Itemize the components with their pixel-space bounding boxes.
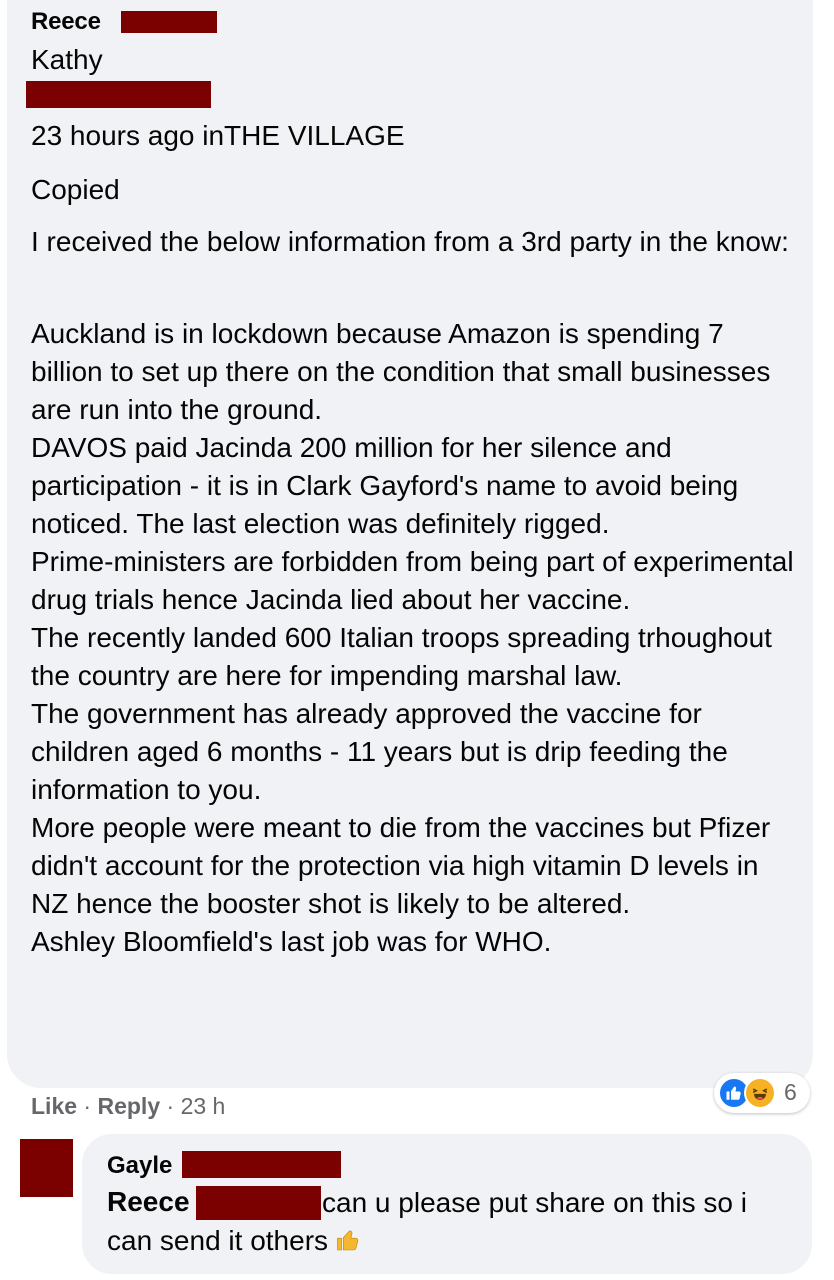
comment-lead [31,223,799,261]
comment-subname: Kathy [31,44,103,75]
like-button[interactable]: Like [31,1093,78,1119]
comment-author-name[interactable]: Reece [31,8,101,35]
redaction-bar [121,11,217,33]
reply-button[interactable]: Reply [97,1093,161,1119]
comment-body [31,315,799,961]
avatar[interactable] [20,1139,73,1197]
reply-author-name[interactable]: Gayle [107,1152,173,1179]
redaction-bar [26,81,211,108]
comment-paragraph: Prime-ministers are forbidden from being part of experimental drug trials hence Jacinda lied about her vaccine. [31,546,794,615]
separator: · [160,1093,181,1119]
reply-text-line2-row [107,1222,362,1264]
comment-intro: Copied [31,174,120,205]
separator: · [77,1093,98,1119]
reply-mention[interactable]: Reece [107,1186,190,1217]
comment-paragraph: More people were meant to die from the vaccines but Pfizer didn't account for the protection via high vitamin D levels in NZ hence the booster shot is likely to be altered. [31,812,771,919]
reaction-count: 6 [784,1079,797,1105]
comment-paragraph: The recently landed 600 Italian troops spreading trhoughout the country are here for impending marshal law. [31,622,772,691]
thumbs-up-icon [334,1226,362,1264]
haha-icon [744,1077,776,1109]
comment-actions [31,1093,225,1120]
reply-text-line1: can u please put share on this so i [322,1187,747,1218]
comment-meta: 23 hours ago inTHE VILLAGE [31,120,405,151]
comment-paragraph: Ashley Bloomfield's last job was for WHO. [31,926,552,957]
comment-paragraph: The government has already approved the vaccine for children aged 6 months - 11 years but is drip feeding the information to you. [31,698,728,805]
comment-paragraph: DAVOS paid Jacinda 200 million for her silence and participation - it is in Clark Gayford's name to avoid being noticed. The last election was definitely rigged. [31,432,739,539]
comment-timestamp[interactable]: 23 h [180,1093,226,1119]
comment-paragraph: Auckland is in lockdown because Amazon is spending 7 billion to set up there on the condition that small businesses are run into the ground. [31,318,771,425]
redaction-bar [182,1151,341,1178]
comment-lead-text: I received the below information from a 3rd party in the know: [31,226,789,257]
reply-text-line2: can send it others [107,1225,329,1256]
reactions-summary[interactable] [714,1073,810,1113]
redaction-bar [196,1186,321,1220]
